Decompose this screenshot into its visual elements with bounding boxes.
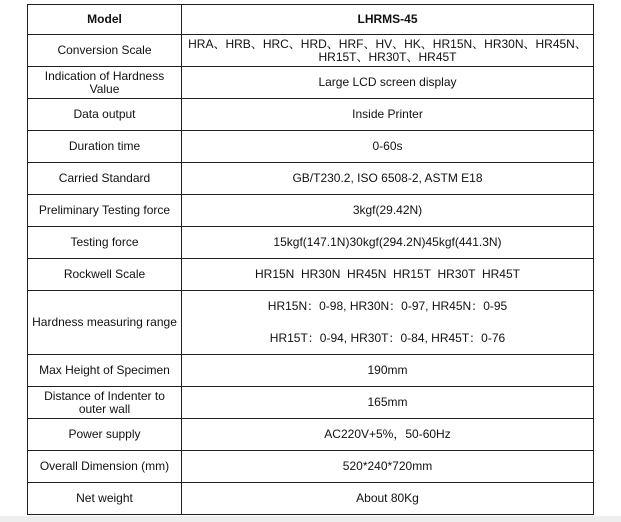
row-label: Overall Dimension (mm) <box>28 451 182 483</box>
table-row-preliminary-force <box>28 195 594 227</box>
value-line: HR15T、HR30T、HR45T <box>318 49 457 64</box>
table-row-duration <box>28 131 594 163</box>
table-row-testing-force <box>28 227 594 259</box>
row-value: 190mm <box>182 355 594 387</box>
row-value: 165mm <box>182 387 594 419</box>
table-row-measuring-range <box>28 291 594 323</box>
row-label: Testing force <box>28 227 182 259</box>
row-value: 0-60s <box>182 131 594 163</box>
row-value: Large LCD screen display <box>182 67 594 99</box>
row-value: 520*240*720mm <box>182 451 594 483</box>
specification-table <box>27 4 594 515</box>
row-label: Conversion Scale <box>28 35 182 67</box>
table-row-standard <box>28 163 594 195</box>
page-bottom-edge <box>0 516 621 522</box>
row-label: Duration time <box>28 131 182 163</box>
table-row-max-height <box>28 355 594 387</box>
header-label: Model <box>28 5 182 35</box>
row-value: GB/T230.2, ISO 6508-2, ASTM E18 <box>182 163 594 195</box>
row-value: AC220V+5%，50-60Hz <box>182 419 594 451</box>
row-label: Preliminary Testing force <box>28 195 182 227</box>
row-label: Net weight <box>28 483 182 515</box>
table-row-rockwell-scale <box>28 259 594 291</box>
table-row-header <box>28 5 594 35</box>
row-value: 15kgf(147.1N)30kgf(294.2N)45kgf(441.3N) <box>182 227 594 259</box>
row-label: Max Height of Specimen <box>28 355 182 387</box>
table-row-data-output <box>28 99 594 131</box>
row-label: Rockwell Scale <box>28 259 182 291</box>
table-row-indenter-distance <box>28 387 594 419</box>
table-row-power-supply <box>28 419 594 451</box>
value-line: HRA、HRB、HRC、HRD、HRF、HV、HK、HR15N、HR30N、HR45N、 <box>188 36 587 51</box>
header-model-value: LHRMS-45 <box>182 5 594 35</box>
table-row-indication <box>28 67 594 99</box>
row-value-line-1: HR15N：0-98, HR30N：0-97, HR45N：0-95 <box>182 291 594 323</box>
row-label: Power supply <box>28 419 182 451</box>
row-label: Distance of Indenter to outer wall <box>28 387 182 419</box>
row-value-line-2: HR15T：0-94, HR30T：0-84, HR45T：0-76 <box>182 323 594 355</box>
row-value: About 80Kg <box>182 483 594 515</box>
row-label: Indication of Hardness Value <box>28 67 182 99</box>
table-row-conversion-scale <box>28 35 594 67</box>
row-value: 3kgf(29.42N) <box>182 195 594 227</box>
row-value: HR15N HR30N HR45N HR15T HR30T HR45T <box>182 259 594 291</box>
table-row-dimension <box>28 451 594 483</box>
row-label: Hardness measuring range <box>28 291 182 355</box>
row-value <box>182 35 594 67</box>
row-label: Data output <box>28 99 182 131</box>
table-row-net-weight <box>28 483 594 515</box>
row-value: Inside Printer <box>182 99 594 131</box>
row-label: Carried Standard <box>28 163 182 195</box>
